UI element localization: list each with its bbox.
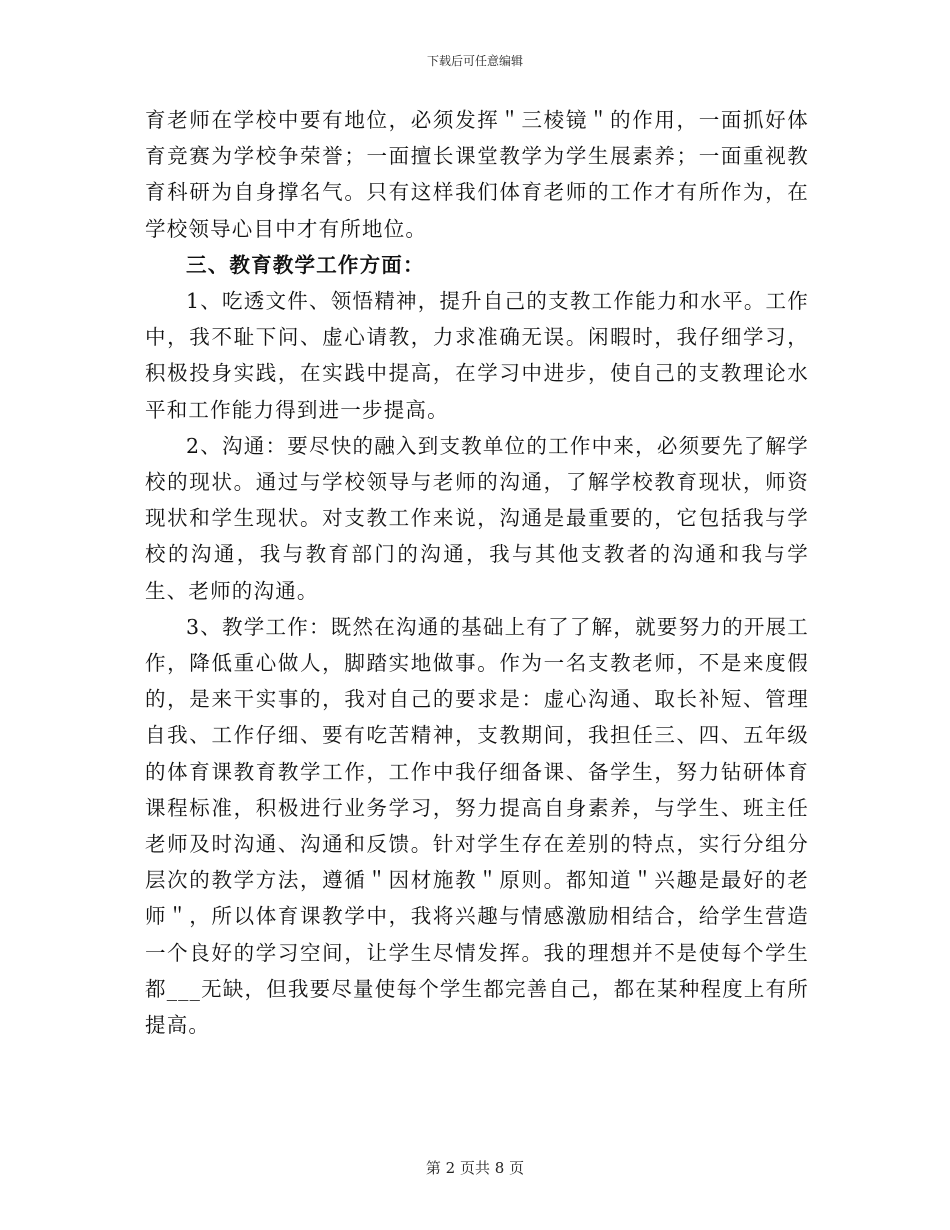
paragraph-3: 3、教学工作：既然在沟通的基础上有了了解，就要努力的开展工作，降低重心做人，脚踏实地做事。作为一名支教老师，不是来度假的，是来干实事的，我对自己的要求是：虚心沟通、取长补短、管理自我、工作仔细、要有吃苦精神，支教期间，我担任三、四、五年级的体育课教育教学工作，工作中我仔细备课、备学生，努力钻研体育课程标准，积极进行业务学习，努力提高自身素养，与学生、班主任老师及时沟通、沟通和反馈。针对学生存在差别的特点，实行分组分层次的教学方法，遵循＂因材施教＂原则。都知道＂兴趣是最好的老师＂，所以体育课教学中，我将兴趣与情感激励相结合，给学生营造一个良好的学习空间，让学生尽情发挥。我的理想并不是使每个学生都___无缺，但我要尽量使每个学生都完善自己，都在某种程度上有所提高。 bbox=[145, 614, 809, 1038]
page-footer: 第 2 页共 8 页 bbox=[425, 1159, 525, 1177]
paragraph-continued: 育老师在学校中要有地位，必须发挥＂三棱镜＂的作用，一面抓好体育竞赛为学校争荣誉；一面擅长课堂教学为学生展素养；一面重视教育科研为自身撑名气。只有这样我们体育老师的工作才有所作为，在学校领导心目中才有所地位。 bbox=[145, 108, 809, 241]
page-header: 下载后可任意编辑 bbox=[426, 54, 523, 68]
section-heading: 三、教育教学工作方面： bbox=[186, 252, 425, 277]
paragraph-2: 2、沟通：要尽快的融入到支教单位的工作中来，必须要先了解学校的现状。通过与学校领导与老师的沟通，了解学校教育现状，师资现状和学生现状。对支教工作来说，沟通是最重要的，它包括我与学校的沟通，我与教育部门的沟通，我与其他支教者的沟通和我与学生、老师的沟通。 bbox=[145, 433, 809, 603]
document-body bbox=[145, 102, 809, 1043]
paragraph-1: 1、吃透文件、领悟精神，提升自己的支教工作能力和水平。工作中，我不耻下问、虚心请教，力求准确无误。闲暇时，我仔细学习，积极投身实践，在实践中提高，在学习中进步，使自己的支教理论水平和工作能力得到进一步提高。 bbox=[145, 289, 809, 422]
